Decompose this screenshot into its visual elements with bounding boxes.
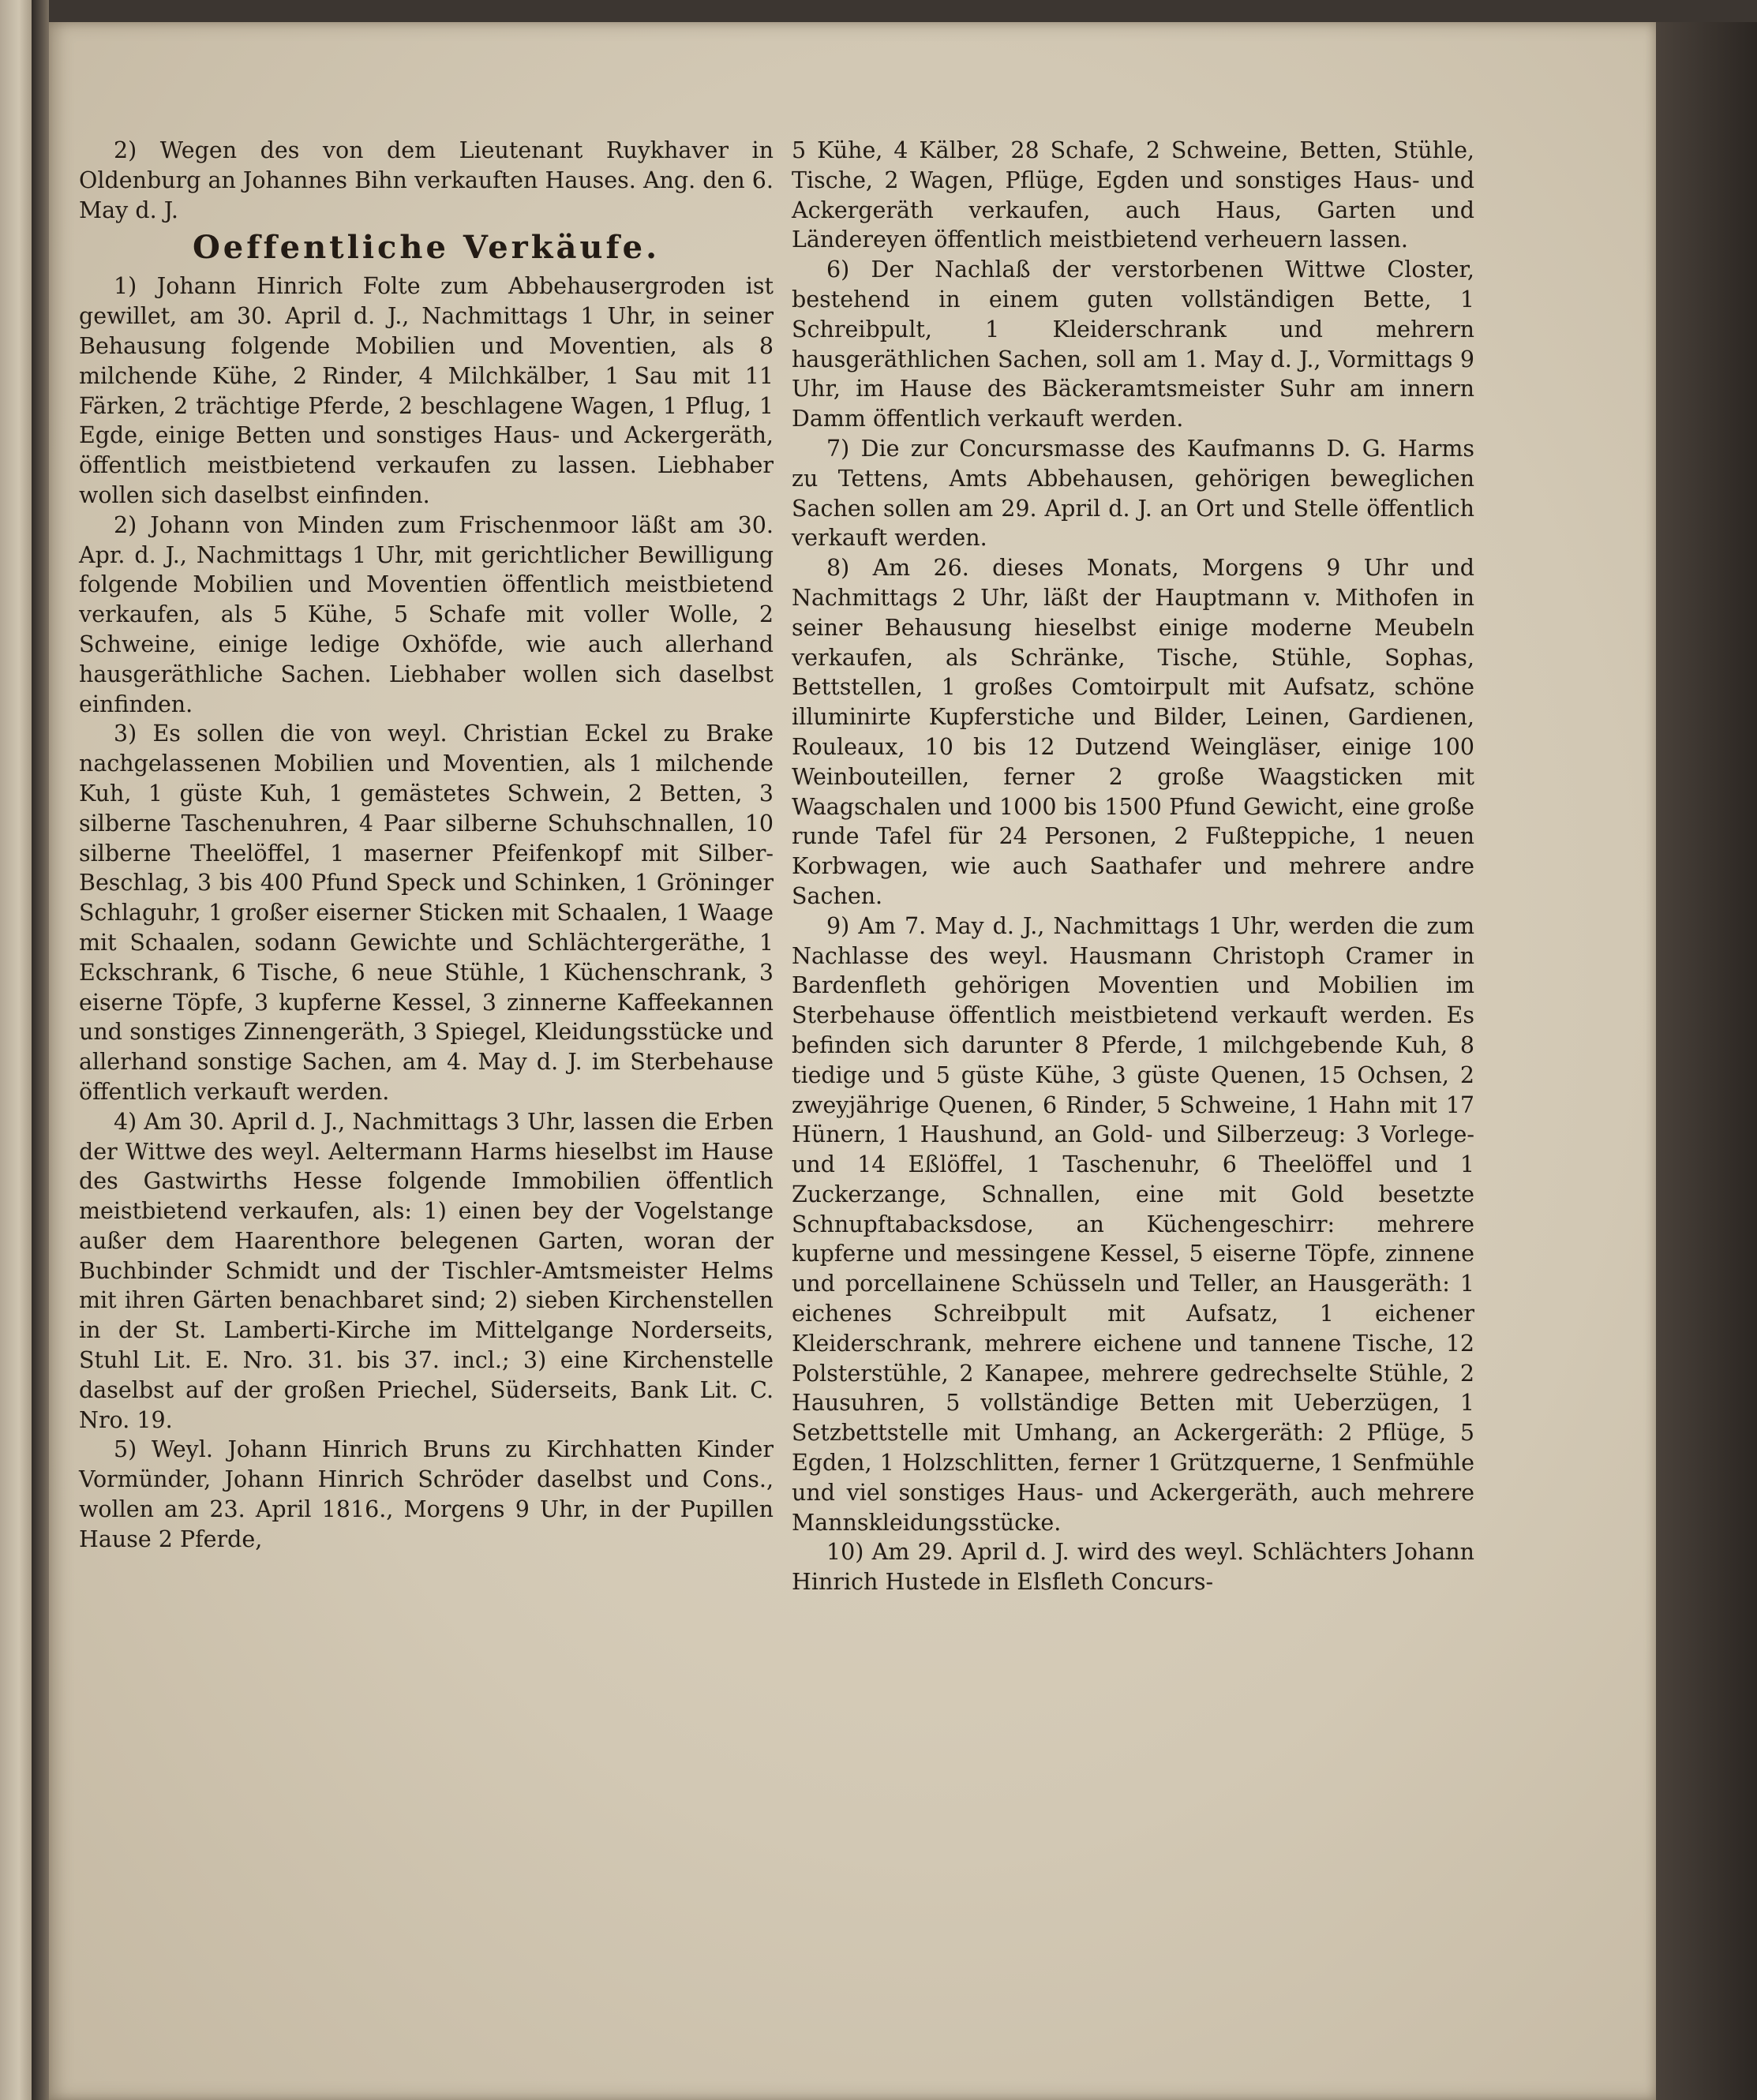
- paragraph-concursmasse-harms: 7) Die zur Concursmasse des Kaufmanns D. G. Harms zu Tettens, Amts Abbehausen, gehörigen beweglichen Sachen sollen am 29. April d. J. an Ort und Stelle öffentlich verkauft werden.: [792, 435, 1474, 552]
- paragraph-eckel: 3) Es sollen die von weyl. Christian Eckel zu Brake nachgelassenen Mobilien und Moventien, als 1 milchende Kuh, 1 güste Kuh, 1 gemästetes Schwein, 2 Betten, 3 silberne Taschenuhren, 4 Paar silberne Schuhschnallen, 10 silberne Theelöffel, 1 maserner Pfeifenkopf mit Silber-Beschlag, 3 bis 400 Pfund Speck und Schinken, 1 Gröninger Schlaguhr, 1 großer eiserner Sticken mit Schaalen, 1 Waage mit Schaalen, sodann Gewichte und Schlächtergeräthe, 1 Eckschrank, 6 Tische, 6 neue Stühle, 1 Küchenschrank, 3 eiserne Töpfe, 3 kupferne Kessel, 3 zinnerne Kaffeekannen und sonstiges Zinnengeräth, 3 Spiegel, Kleidungsstücke und allerhand sonstige Sachen, am 4. May d. J. im Sterbehause öffentlich verkauft werden.: [79, 721, 774, 1105]
- paragraph-cramer: 9) Am 7. May d. J., Nachmittags 1 Uhr, werden die zum Nachlasse des weyl. Hausmann Christoph Cramer in Bardenfleth gehörigen Moventien und Mobilien im Sterbehause öffentlich meistbietend verkauft werden. Es befinden sich darunter 8 Pferde, 1 milchgebende Kuh, 8 tiedige und 5 güste Kühe, 3 güste Quenen, 15 Ochsen, 2 zweyjährige Quenen, 6 Rinder, 5 Schweine, 1 Hahn mit 17 Hünern, 1 Haushund, an Gold- und Silberzeug: 3 Vorlege- und 14 Eßlöffel, 1 Taschenuhr, 6 Theelöffel und 1 Zuckerzange, Schnallen, eine mit Gold besetzte Schnupftabacksdose, an Küchengeschirr: mehrere kupferne und messingene Kessel, 5 eiserne Töpfe, zinnene und porcellainene Schüsseln und Teller, an Hausgeräth: 1 eichenes Schreibpult mit Aufsatz, 1 eichener Kleiderschrank, mehrere eichene und tannene Tische, 12 Polsterstühle, 2 Kanapee, mehrere gedrechselte Stühle, 2 Hausuhren, 5 vollständige Betten mit Ueberzügen, 1 Setzbettstelle mit Umhang, an Ackergeräth: 2 Pflüge, 5 Egden, 1 Holzschlitten, ferner 1 Grützquerne, 1 Senfmühle und viel sonstiges Haus- und Ackergeräth, auch mehrere Mannskleidungsstücke.: [792, 912, 1474, 1536]
- section-heading-public-sales: Oeffentliche Verkäufe.: [192, 229, 661, 267]
- scan-background-edge: [1656, 22, 1757, 2100]
- paragraph-ruykhaver: 2) Wegen des von dem Lieutenant Ruykhaver in Oldenburg an Johannes Bihn verkauften Hauses. Ang. den 6. May d. J.: [79, 137, 774, 223]
- paragraph-mithofen: 8) Am 26. dieses Monats, Morgens 9 Uhr und Nachmittags 2 Uhr, läßt der Hauptmann v. Mithofen in seiner Behausung hieselbst einige moderne Meubeln verkaufen, als Schränke, Tische, Stühle, Sophas, Bettstellen, 1 großes Comtoirpult mit Aufsatz, schöne illuminirte Kupferstiche und Bilder, Leinen, Gardienen, Rouleaux, 10 bis 12 Dutzend Weingläser, einige 100 Weinbouteillen, ferner 2 große Waagsticken mit Waagschalen und 1000 bis 1500 Pfund Gewicht, eine große runde Tafel für 24 Personen, 2 Fußteppiche, 1 neuen Korbwagen, wie auch Saathafer und mehrere andre Sachen.: [792, 555, 1474, 909]
- paragraph-closter: 6) Der Nachlaß der verstorbenen Wittwe Closter, bestehend in einem guten vollständigen Bette, 1 Schreibpult, 1 Kleiderschrank und mehrern hausgeräthlichen Sachen, soll am 1. May d. J., Vormittags 9 Uhr, im Hause des Bäckeramtsmeister Suhr am innern Damm öffentlich verkauft werden.: [792, 256, 1474, 432]
- paragraph-von-minden: 2) Johann von Minden zum Frischenmoor läßt am 30. Apr. d. J., Nachmittags 1 Uhr, mit gerichtlicher Bewilligung folgende Mobilien und Moventien öffentlich meistbietend verkaufen, als 5 Kühe, 5 Schafe mit voller Wolle, 2 Schweine, einige ledige Oxhöfde, wie auch allerhand hausgeräthliche Sachen. Liebhaber wollen sich daselbst einfinden.: [79, 511, 774, 717]
- right-column: [792, 136, 1474, 1597]
- book-gutter: [32, 0, 49, 2100]
- paragraph-bruns: 5) Weyl. Johann Hinrich Bruns zu Kirchhatten Kinder Vormünder, Johann Hinrich Schröder daselbst und Cons., wollen am 23. April 1816., Morgens 9 Uhr, in der Pupillen Hause 2 Pferde,: [79, 1436, 774, 1552]
- paragraph-hustede: 10) Am 29. April d. J. wird des weyl. Schlächters Johann Hinrich Hustede in Elsfleth Concurs-: [792, 1539, 1474, 1596]
- left-column: [79, 136, 774, 1555]
- paragraph-bruns-continued: 5 Kühe, 4 Kälber, 28 Schafe, 2 Schweine, Betten, Stühle, Tische, 2 Wagen, Pflüge, Egden und sonstiges Haus- und Ackergeräth verkaufen, auch Haus, Garten und Ländereyen öffentlich meistbietend verheuern lassen.: [792, 137, 1474, 253]
- paragraph-folte: 1) Johann Hinrich Folte zum Abbehausergroden ist gewillet, am 30. April d. J., Nachmittags 1 Uhr, in seiner Behausung folgende Mobilien und Moventien, als 8 milchende Kühe, 2 Rinder, 4 Milchkälber, 1 Sau mit 11 Färken, 2 trächtige Pferde, 2 beschlagene Wagen, 1 Pflug, 1 Egde, einige Betten und sonstiges Haus- und Ackergeräth, öffentlich meistbietend verkaufen zu lassen. Liebhaber wollen sich daselbst einfinden.: [79, 273, 774, 508]
- paragraph-harms-immobilien: 4) Am 30. April d. J., Nachmittags 3 Uhr, lassen die Erben der Wittwe des weyl. Aeltermann Harms hieselbst im Hause des Gastwirths Hesse folgende Immobilien öffentlich meistbietend verkaufen, als: 1) einen bey der Vogelstange außer dem Haarenthore belegenen Garten, woran der Buchbinder Schmidt und der Tischler-Amtsmeister Helms mit ihren Gärten benachbaret sind; 2) sieben Kirchenstellen in der St. Lamberti-Kirche im Mittelgange Norderseits, Stuhl Lit. E. Nro. 31. bis 37. incl.; 3) eine Kirchenstelle daselbst auf der großen Priechel, Süderseits, Bank Lit. C. Nro. 19.: [79, 1108, 774, 1433]
- adjacent-page-edge: [0, 0, 32, 2100]
